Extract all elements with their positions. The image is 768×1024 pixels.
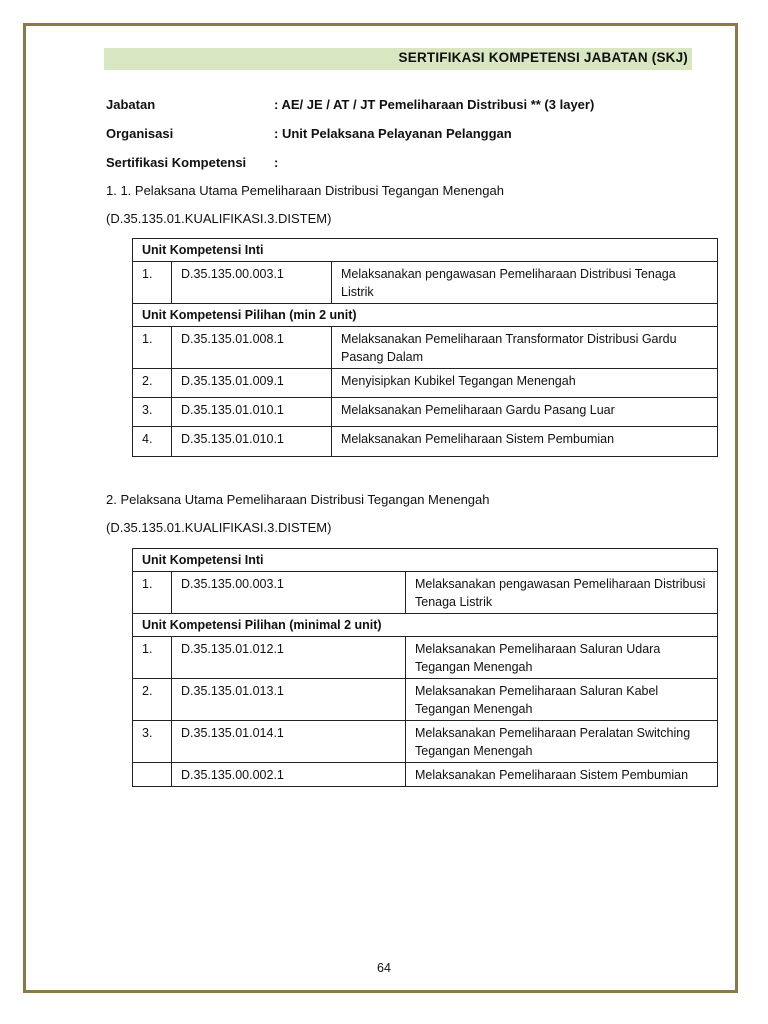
section2-code: (D.35.135.01.KUALIFIKASI.3.DISTEM) — [106, 520, 332, 535]
info-label: Organisasi — [106, 126, 174, 141]
row-number: 4. — [133, 427, 172, 457]
unit-description: Melaksanakan Pemeliharaan Sistem Pembumian — [406, 763, 718, 787]
unit-code: D.35.135.01.010.1 — [172, 398, 332, 427]
info-value: : — [274, 155, 279, 170]
unit-description: Melaksanakan Pemeliharaan Sistem Pembumian — [332, 427, 718, 457]
unit-code: D.35.135.01.013.1 — [172, 679, 406, 721]
row-number: 3. — [133, 721, 172, 763]
table-row — [133, 262, 718, 304]
table-section-row — [133, 549, 718, 572]
row-number: 3. — [133, 398, 172, 427]
row-number: 1. — [133, 572, 172, 614]
unit-description: Melaksanakan pengawasan Pemeliharaan Distribusi Tenaga Listrik — [332, 262, 718, 304]
table-section-row — [133, 614, 718, 637]
unit-code: D.35.135.00.003.1 — [172, 572, 406, 614]
table-row — [133, 572, 718, 614]
page-number: 64 — [377, 961, 391, 975]
unit-description: Melaksanakan Pemeliharaan Transformator Distribusi Gardu Pasang Dalam — [332, 327, 718, 369]
unit-code: D.35.135.00.003.1 — [172, 262, 332, 304]
row-number: 1. — [133, 637, 172, 679]
unit-description: Melaksanakan Pemeliharaan Saluran Kabel Tegangan Menengah — [406, 679, 718, 721]
row-number: 2. — [133, 679, 172, 721]
document-title: SERTIFIKASI KOMPETENSI JABATAN (SKJ) — [398, 50, 688, 65]
table-row — [133, 369, 718, 398]
core-units-header: Unit Kompetensi Inti — [133, 239, 718, 262]
unit-code: D.35.135.01.008.1 — [172, 327, 332, 369]
table-section-row — [133, 304, 718, 327]
row-number: 2. — [133, 369, 172, 398]
table-row — [133, 763, 718, 787]
unit-code: D.35.135.01.009.1 — [172, 369, 332, 398]
table-row — [133, 398, 718, 427]
unit-code: D.35.135.01.012.1 — [172, 637, 406, 679]
unit-code: D.35.135.01.010.1 — [172, 427, 332, 457]
unit-description: Melaksanakan Pemeliharaan Saluran Udara Tegangan Menengah — [406, 637, 718, 679]
table-section-row — [133, 239, 718, 262]
table-row — [133, 637, 718, 679]
row-number — [133, 763, 172, 787]
info-label: Sertifikasi Kompetensi — [106, 155, 247, 170]
competency-table-1 — [132, 238, 718, 457]
unit-code: D.35.135.00.002.1 — [172, 763, 406, 787]
unit-description: Melaksanakan Pemeliharaan Peralatan Switching Tegangan Menengah — [406, 721, 718, 763]
table-row — [133, 327, 718, 369]
info-label: Jabatan — [106, 97, 156, 112]
row-number: 1. — [133, 262, 172, 304]
unit-description: Melaksanakan pengawasan Pemeliharaan Distribusi Tenaga Listrik — [406, 572, 718, 614]
section1-title: 1. 1. Pelaksana Utama Pemeliharaan Distribusi Tegangan Menengah — [106, 183, 504, 198]
section1-code: (D.35.135.01.KUALIFIKASI.3.DISTEM) — [106, 211, 332, 226]
unit-description: Menyisipkan Kubikel Tegangan Menengah — [332, 369, 718, 398]
elective-units-header: Unit Kompetensi Pilihan (minimal 2 unit) — [133, 614, 718, 637]
elective-units-header: Unit Kompetensi Pilihan (min 2 unit) — [133, 304, 718, 327]
unit-code: D.35.135.01.014.1 — [172, 721, 406, 763]
unit-description: Melaksanakan Pemeliharaan Gardu Pasang Luar — [332, 398, 718, 427]
info-value: : Unit Pelaksana Pelayanan Pelanggan — [274, 126, 512, 141]
section2-title: 2. Pelaksana Utama Pemeliharaan Distribusi Tegangan Menengah — [106, 492, 490, 507]
core-units-header: Unit Kompetensi Inti — [133, 549, 718, 572]
table-row — [133, 679, 718, 721]
row-number: 1. — [133, 327, 172, 369]
table-row — [133, 427, 718, 457]
table-row — [133, 721, 718, 763]
competency-table-2 — [132, 548, 718, 787]
header-bar — [104, 48, 692, 70]
info-value: : AE/ JE / AT / JT Pemeliharaan Distribusi ** (3 layer) — [274, 97, 595, 112]
